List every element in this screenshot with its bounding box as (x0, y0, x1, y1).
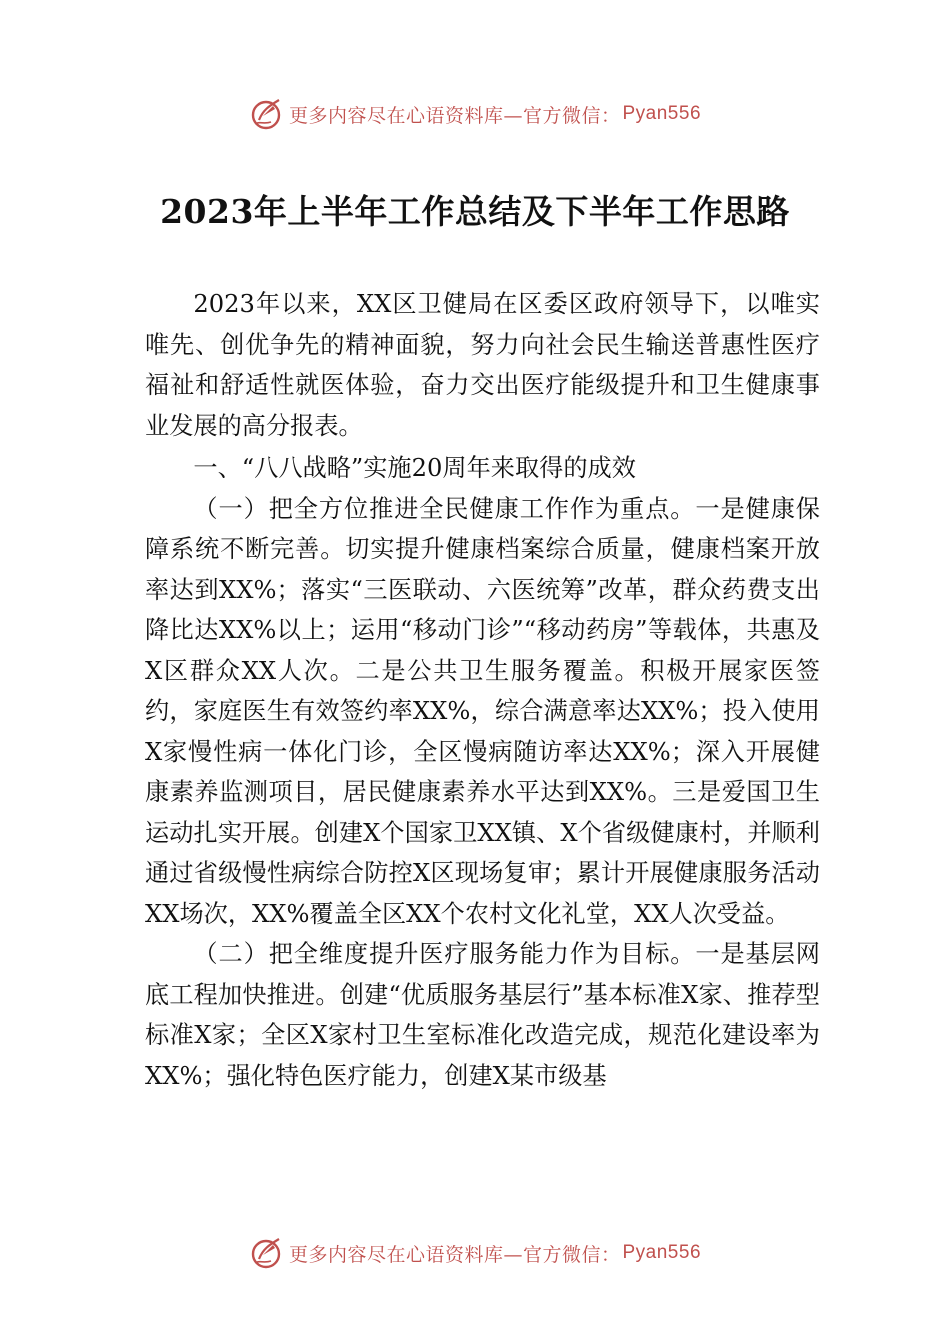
watermark-text: 更多内容尽在心语资料库—官方微信： (288, 104, 621, 127)
watermark-text: 更多内容尽在心语资料库—官方微信： (288, 1243, 621, 1266)
watermark-wechat-id: Pyan556 (622, 103, 702, 124)
section-heading-1: 一、“八八战略”实施20周年来取得的成效 (193, 454, 636, 482)
document-title: 2023年上半年工作总结及下半年工作思路 (160, 192, 790, 231)
paragraph-intro: 2023年以来，XX区卫健局在区委区政府领导下，以唯实唯先、创优争先的精神面貌，努力向社会民生输送普惠性医疗福祉和舒适性就医体验，奋力交出医疗能级提升和卫生健康事业发展的高分报表。 (145, 290, 820, 440)
logo-icon (249, 96, 285, 132)
paragraph-subsection-2: （二）把全维度提升医疗服务能力作为目标。一是基层网底工程加快推进。创建“优质服务基层行”基本标准X家、推荐型标准X家；全区X家村卫生室标准化改造完成，规范化建设率为XX%；强化特色医疗能力，创建X某市级基 (145, 940, 820, 1090)
paragraph-subsection-1: （一）把全方位推进全民健康工作作为重点。一是健康保障系统不断完善。切实提升健康档案综合质量，健康档案开放率达到XX%；落实“三医联动、六医统筹”改革，群众药费支出降比达XX%以上；运用“移动门诊”“移动药房”等载体，共惠及X区群众XX人次。二是公共卫生服务覆盖。积极开展家医签约，家庭医生有效签约率XX%，综合满意率达XX%；投入使用X家慢性病一体化门诊，全区慢病随访率达XX%；深入开展健康素养监测项目，居民健康素养水平达到XX%。三是爱国卫生运动扎实开展。创建X个国家卫XX镇、X个省级健康村，并顺利通过省级慢性病综合防控X区现场复审；累计开展健康服务活动XX场次，XX%覆盖全区XX个农村文化礼堂，XX人次受益。 (145, 494, 820, 928)
logo-icon (249, 1235, 285, 1271)
watermark-wechat-id: Pyan556 (622, 1242, 702, 1263)
footer-watermark (0, 1233, 950, 1273)
document-body (145, 284, 820, 1096)
header-watermark (0, 94, 950, 134)
